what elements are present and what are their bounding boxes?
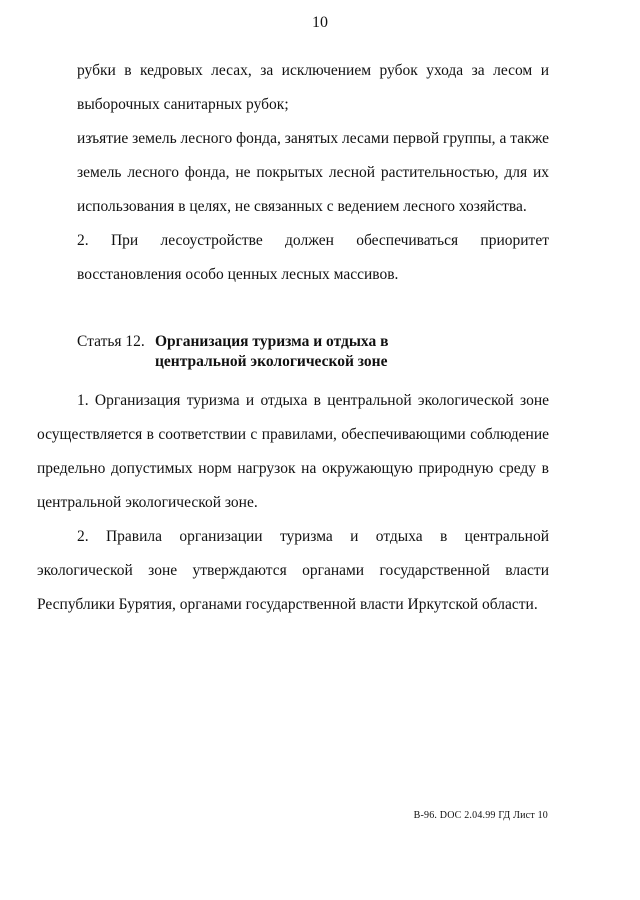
paragraph-forest-management: 2. При лесоустройстве должен обеспечиваться приоритет восстановления особо ценных лесных массивов. [77, 232, 549, 283]
document-body-bottom [37, 384, 549, 622]
document-footer: В-96. DOC 2.04.99 ГД Лист 10 [413, 810, 548, 821]
section-title [155, 332, 415, 372]
section-title-line-1: Организация туризма и отдыха в [155, 333, 389, 350]
paragraph-logging: рубки в кедровых лесах, за исключением рубок ухода за лесом и выборочных санитарных рубок; [77, 62, 549, 113]
section-title-line-2: центральной экологической зоне [155, 353, 388, 370]
document-body-top [77, 54, 549, 292]
paragraph-tourism-rules: 2. Правила организации туризма и отдыха в центральной экологической зоне утверждаются органами государственной власти Республики Бурятия, органами государственной власти Иркутской области. [37, 528, 549, 613]
section-heading [77, 332, 415, 372]
paragraph-tourism-organization: 1. Организация туризма и отдыха в центральной экологической зоне осуществляется в соответствии с правилами, обеспечивающими соблюдение предельно допустимых норм нагрузок на окружающую природную среду в центральной экологической зоне. [37, 392, 549, 511]
page-number: 10 [312, 14, 328, 31]
section-label: Статья 12. [77, 333, 145, 350]
paragraph-land-withdrawal: изъятие земель лесного фонда, занятых лесами первой группы, а также земель лесного фонда, не покрытых лесной растительностью, для их использования в целях, не связанных с ведением лесного хозяйства. [77, 130, 549, 215]
